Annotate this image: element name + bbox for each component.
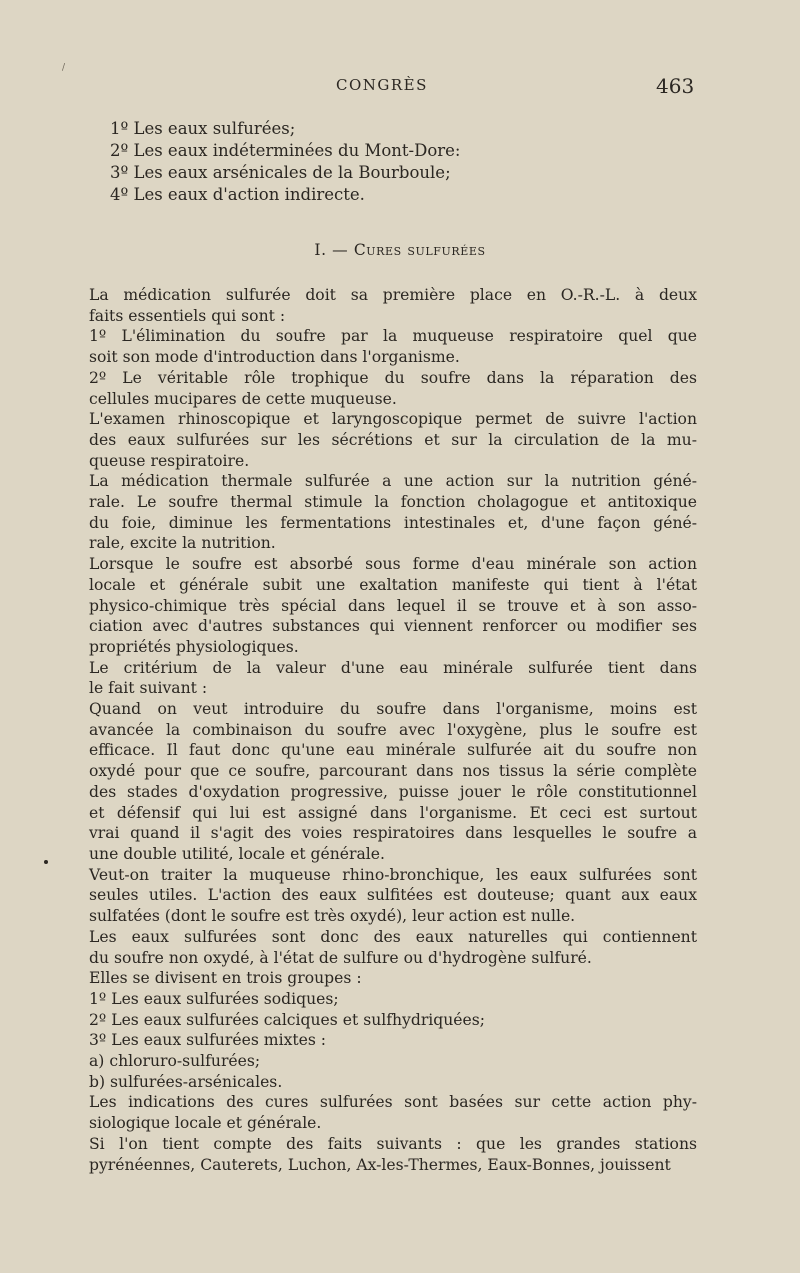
text-line: ciation avec d'autres substances qui viennent renforcer ou modifier ses bbox=[89, 617, 697, 636]
paragraph bbox=[89, 1072, 697, 1093]
paragraph bbox=[89, 285, 697, 326]
paragraph bbox=[89, 368, 697, 409]
text-line: queuse respiratoire. bbox=[89, 451, 250, 470]
category-item: 4º Les eaux d'action indirecte. bbox=[110, 185, 365, 204]
text-line: 1º Les eaux sulfurées sodiques; bbox=[89, 989, 339, 1008]
text-line: vrai quand il s'agit des voies respiratoires dans lesquelles le soufre a bbox=[89, 824, 697, 843]
paragraph bbox=[89, 989, 697, 1010]
paragraph bbox=[89, 471, 697, 554]
section-title: Cures sulfurées bbox=[353, 241, 486, 259]
text-line: du foie, diminue les fermentations intestinales et, d'une façon géné- bbox=[89, 513, 697, 532]
category-item: 1º Les eaux sulfurées; bbox=[110, 119, 296, 138]
text-line: et défensif qui lui est assigné dans l'organisme. Et ceci est surtout bbox=[89, 803, 697, 822]
text-line: Elles se divisent en trois groupes : bbox=[89, 969, 362, 988]
text-line: physico-chimique très spécial dans lequel il se trouve et à son asso- bbox=[89, 596, 697, 615]
category-item: 2º Les eaux indéterminées du Mont-Dore: bbox=[110, 141, 461, 160]
text-line: 2º Les eaux sulfurées calciques et sulfhydriquées; bbox=[89, 1010, 486, 1029]
text-line: le fait suivant : bbox=[89, 679, 208, 698]
text-line: soit son mode d'introduction dans l'organisme. bbox=[89, 348, 460, 367]
text-line: Lorsque le soufre est absorbé sous forme d'eau minérale son action bbox=[89, 555, 697, 574]
paragraph bbox=[89, 554, 697, 658]
text-line: a) chloruro-sulfurées; bbox=[89, 1052, 261, 1071]
paragraph bbox=[89, 1030, 697, 1051]
text-line: du soufre non oxydé, à l'état de sulfure ou d'hydrogène sulfuré. bbox=[89, 948, 592, 967]
body-text bbox=[89, 285, 697, 1175]
text-line: Quand on veut introduire du soufre dans l'organisme, moins est bbox=[89, 700, 697, 719]
text-line: Si l'on tient compte des faits suivants : que les grandes stations bbox=[89, 1134, 697, 1153]
running-title: CONGRÈS bbox=[336, 76, 428, 94]
text-line: efficace. Il faut donc qu'une eau minérale sulfurée ait du soufre non bbox=[89, 741, 697, 760]
margin-mark: / bbox=[62, 63, 66, 73]
text-line: rale, excite la nutrition. bbox=[89, 534, 276, 553]
text-line: 1º L'élimination du soufre par la muqueuse respiratoire quel que bbox=[89, 327, 697, 346]
text-line: faits essentiels qui sont : bbox=[89, 306, 286, 325]
text-line: Les eaux sulfurées sont donc des eaux naturelles qui contiennent bbox=[89, 927, 697, 946]
text-line: La médication sulfurée doit sa première place en O.-R.-L. à deux bbox=[89, 286, 697, 304]
text-line: rale. Le soufre thermal stimule la fonction cholagogue et antitoxique bbox=[89, 493, 697, 512]
text-line: des eaux sulfurées sur les sécrétions et sur la circulation de la mu- bbox=[89, 430, 697, 449]
page-header bbox=[0, 74, 800, 98]
margin-dot bbox=[44, 860, 48, 864]
text-line: Veut-on traiter la muqueuse rhino-bronchique, les eaux sulfurées sont bbox=[89, 865, 697, 884]
category-list bbox=[110, 118, 710, 206]
paragraph bbox=[89, 658, 697, 699]
text-line: avancée la combinaison du soufre avec l'oxygène, plus le soufre est bbox=[89, 720, 697, 739]
text-line: propriétés physiologiques. bbox=[89, 637, 299, 656]
paragraph bbox=[89, 927, 697, 968]
text-line: sulfatées (dont le soufre est très oxydé), leur action est nulle. bbox=[89, 907, 576, 926]
text-line: La médication thermale sulfurée a une action sur la nutrition géné- bbox=[89, 472, 697, 491]
paragraph bbox=[89, 968, 697, 989]
text-line: locale et générale subit une exaltation manifeste qui tient à l'état bbox=[89, 575, 697, 594]
text-line: Le critérium de la valeur d'une eau minérale sulfurée tient dans bbox=[89, 658, 697, 677]
text-line: des stades d'oxydation progressive, puisse jouer le rôle constitutionnel bbox=[89, 782, 697, 801]
text-line: b) sulfurées-arsénicales. bbox=[89, 1072, 283, 1091]
section-number: I. — bbox=[314, 241, 349, 259]
paragraph bbox=[89, 326, 697, 367]
section-heading bbox=[0, 241, 800, 259]
text-line: siologique locale et générale. bbox=[89, 1114, 322, 1133]
text-line: L'examen rhinoscopique et laryngoscopique permet de suivre l'action bbox=[89, 410, 697, 429]
paragraph bbox=[89, 409, 697, 471]
category-item: 3º Les eaux arsénicales de la Bourboule; bbox=[110, 163, 451, 182]
text-line: pyrénéennes, Cauterets, Luchon, Ax-les-Thermes, Eaux-Bonnes, jouissent bbox=[89, 1155, 671, 1174]
text-line: 2º Le véritable rôle trophique du soufre dans la réparation des bbox=[89, 368, 697, 387]
text-line: cellules mucipares de cette muqueuse. bbox=[89, 389, 397, 408]
text-line: Les indications des cures sulfurées sont basées sur cette action phy- bbox=[89, 1093, 697, 1112]
paragraph bbox=[89, 1134, 697, 1175]
text-line: seules utiles. L'action des eaux sulfitées est douteuse; quant aux eaux bbox=[89, 886, 697, 905]
paragraph bbox=[89, 699, 697, 865]
paragraph bbox=[89, 1092, 697, 1133]
text-line: 3º Les eaux sulfurées mixtes : bbox=[89, 1031, 327, 1050]
page-number: 463 bbox=[656, 74, 695, 98]
paragraph bbox=[89, 865, 697, 927]
text-line: une double utilité, locale et générale. bbox=[89, 844, 385, 863]
text-line: oxydé pour que ce soufre, parcourant dans nos tissus la série complète bbox=[89, 762, 697, 781]
paragraph bbox=[89, 1051, 697, 1072]
paragraph bbox=[89, 1010, 697, 1031]
